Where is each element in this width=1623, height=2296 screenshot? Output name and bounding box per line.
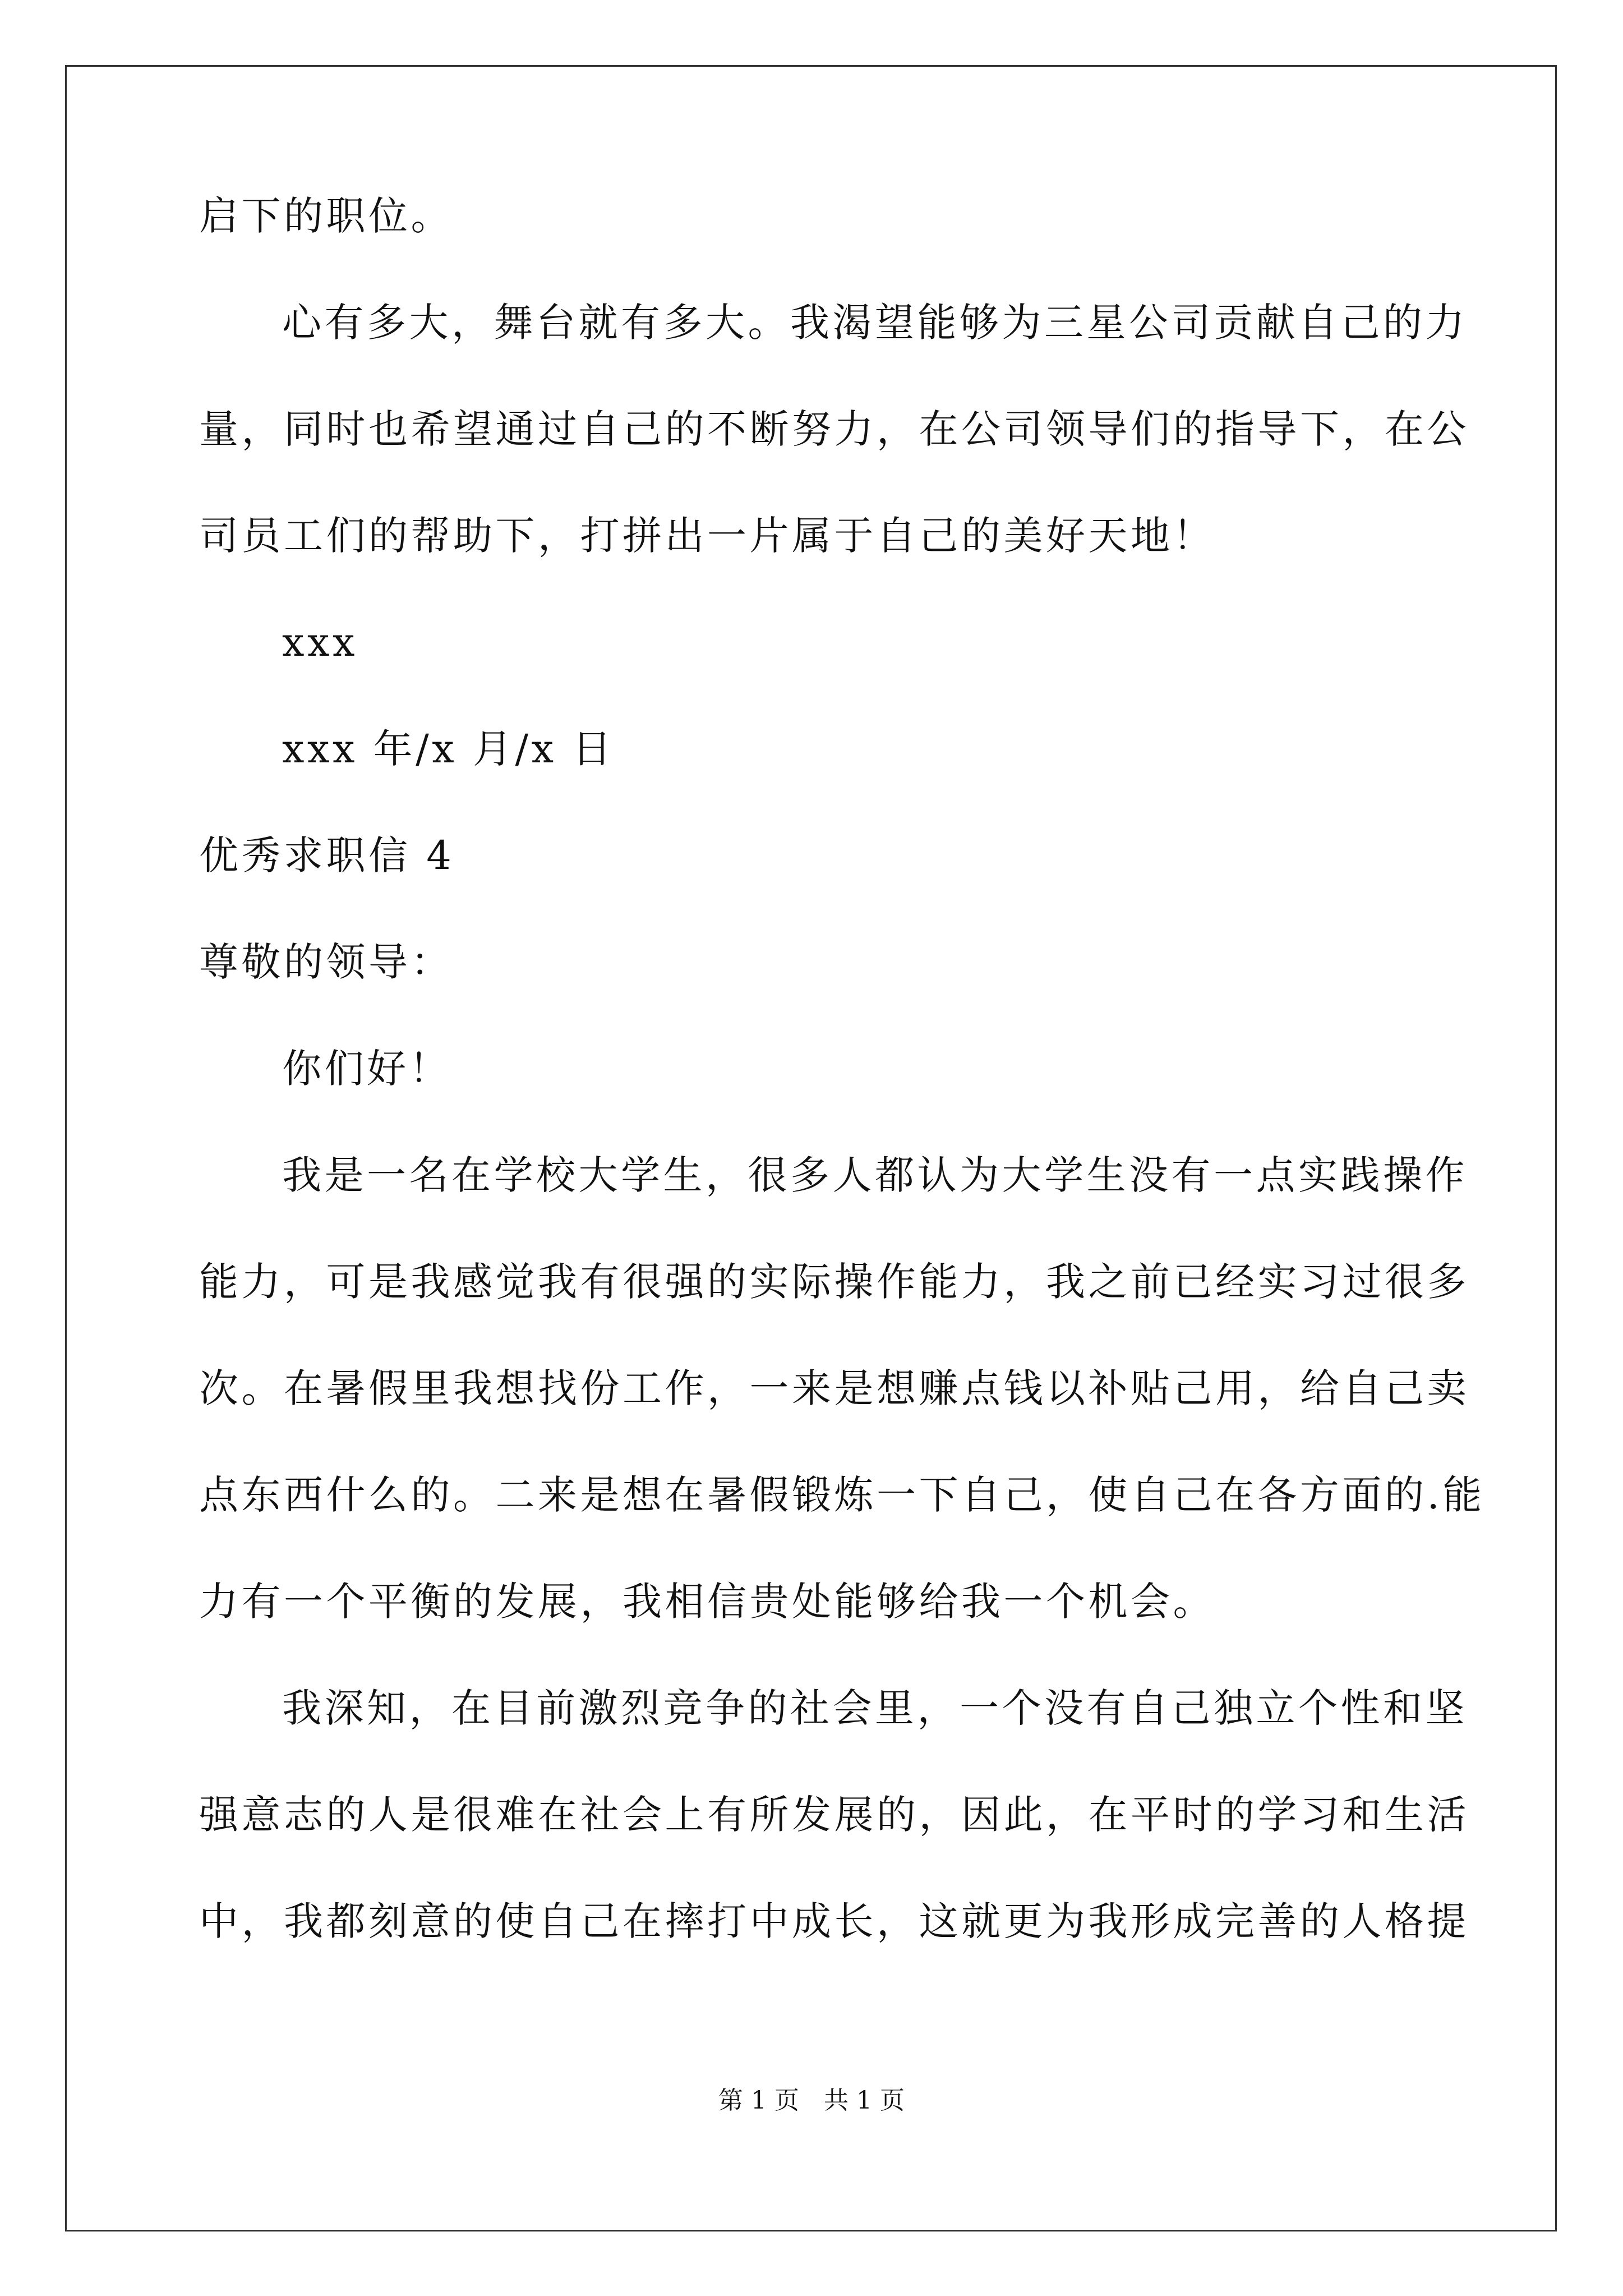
signature-date: xxx 年/x 月/x 日 [282, 726, 615, 772]
paragraph-line: 次。在暑假里我想找份工作，一来是想赚点钱以补贴己用，给自己卖 [199, 1365, 1469, 1411]
paragraph-line: 我是一名在学校大学生，很多人都认为大学生没有一点实践操作 [282, 1152, 1468, 1198]
salutation: 尊敬的领导： [199, 939, 453, 985]
paragraph-line: 启下的职位。 [199, 193, 453, 239]
paragraph-line: 力有一个平衡的发展，我相信贵处能够给我一个机会。 [199, 1579, 1215, 1625]
section-title: 优秀求职信 4 [199, 832, 455, 878]
paragraph-line: 强意志的人是很难在社会上有所发展的，因此，在平时的学习和生活 [199, 1792, 1469, 1838]
paragraph-line: 心有多大，舞台就有多大。我渴望能够为三星公司贡献自己的力 [282, 300, 1468, 346]
paragraph-line: 能力，可是我感觉我有很强的实际操作能力，我之前已经实习过很多 [199, 1259, 1469, 1305]
greeting: 你们好！ [282, 1046, 451, 1092]
paragraph-line: 量，同时也希望通过自己的不断努力，在公司领导们的指导下，在公 [199, 406, 1469, 452]
paragraph-line: 司员工们的帮助下，打拼出一片属于自己的美好天地！ [199, 513, 1215, 559]
signature-name: xxx [282, 619, 358, 665]
paragraph-line: 中，我都刻意的使自己在摔打中成长，这就更为我形成完善的人格提 [199, 1898, 1469, 1944]
page-footer: 第 1 页 共 1 页 [718, 2086, 905, 2115]
paragraph-line: 我深知，在目前激烈竞争的社会里，一个没有自己独立个性和坚 [282, 1685, 1468, 1731]
paragraph-line: 点东西什么的。二来是想在暑假锻炼一下自己，使自己在各方面的.能 [199, 1472, 1485, 1518]
